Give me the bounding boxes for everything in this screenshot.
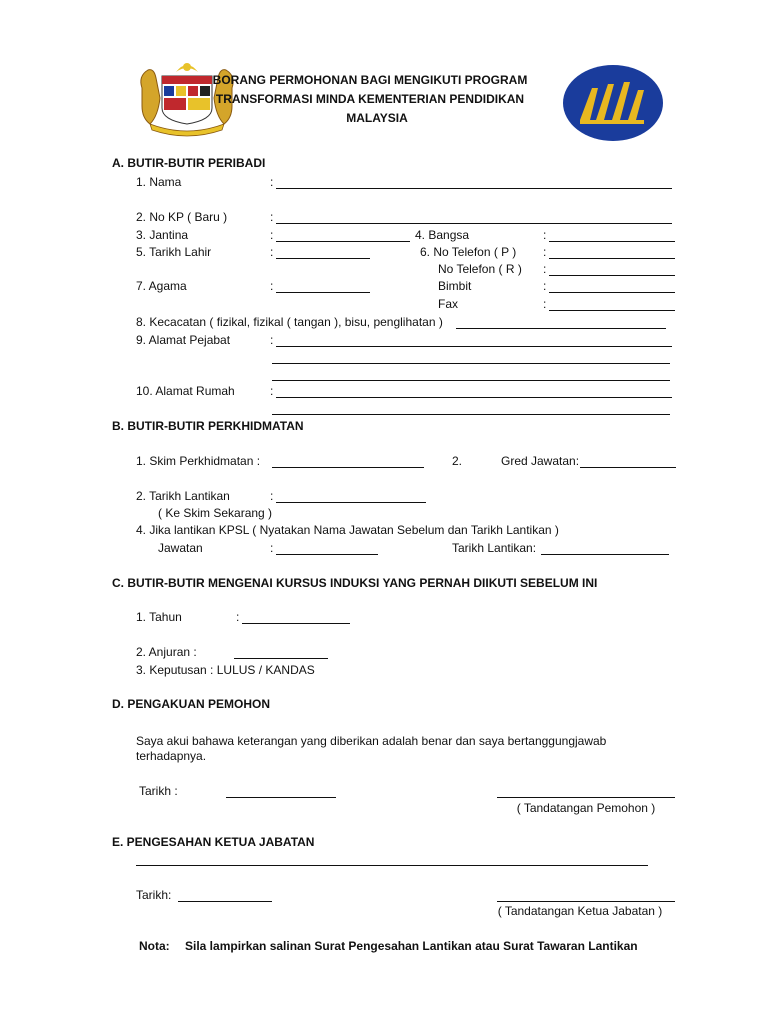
field-agama[interactable] — [276, 292, 370, 293]
label-alamat-pejabat: 9. Alamat Pejabat — [136, 333, 231, 347]
label-alamat-rumah: 10. Alamat Rumah — [136, 384, 235, 398]
label-tarikh-ketua: Tarikh: — [136, 888, 172, 902]
field-tel-p[interactable] — [549, 258, 675, 259]
field-nokp[interactable] — [276, 223, 672, 224]
field-jantina[interactable] — [276, 241, 410, 242]
colon-tel-p: : — [543, 245, 547, 259]
form-title-line-3: MALAYSIA — [346, 111, 408, 125]
form-title-line-2: TRANSFORMASI MINDA KEMENTERIAN PENDIDIKAN — [215, 92, 525, 106]
label-anjuran: 2. Anjuran : — [136, 645, 197, 659]
form-title — [200, 71, 540, 128]
field-nama[interactable] — [276, 188, 672, 189]
colon-tahun: : — [236, 610, 240, 624]
form-title-line-1: BORANG PERMOHONAN BAGI MENGIKUTI PROGRAM — [212, 73, 528, 87]
label-fax: Fax — [438, 297, 459, 311]
label-jantina: 3. Jantina — [136, 228, 189, 242]
field-alamat-rumah-1[interactable] — [276, 397, 672, 398]
label-skim: 1. Skim Perkhidmatan : — [136, 454, 261, 468]
colon-tarikh-lahir: : — [270, 245, 274, 259]
label-tel-p: 6. No Telefon ( P ) — [420, 245, 517, 259]
field-bimbit[interactable] — [549, 292, 675, 293]
label-nama: 1. Nama — [136, 175, 182, 189]
declaration-line-2: terhadapnya. — [136, 749, 207, 763]
label-gred: Gred Jawatan: — [501, 454, 580, 468]
field-kecacatan[interactable] — [456, 328, 666, 329]
field-tarikh-lantikan-2[interactable] — [541, 554, 669, 555]
field-jawatan[interactable] — [276, 554, 378, 555]
colon-bangsa: : — [543, 228, 547, 242]
label-kpsl: 4. Jika lantikan KPSL ( Nyatakan Nama Jawatan Sebelum dan Tarikh Lantikan ) — [136, 523, 559, 537]
label-tahun: 1. Tahun — [136, 610, 182, 624]
colon-bimbit: : — [543, 279, 547, 293]
label-bangsa: 4. Bangsa — [415, 228, 470, 242]
field-tandatangan-pemohon[interactable] — [497, 797, 675, 798]
field-pengesahan[interactable] — [136, 865, 648, 866]
field-tarikh-lantikan[interactable] — [276, 502, 426, 503]
nota-label: Nota: — [139, 939, 170, 953]
label-tarikh-pemohon: Tarikh : — [139, 784, 178, 798]
label-tel-r: No Telefon ( R ) — [438, 262, 522, 276]
ministry-of-education-logo — [562, 64, 664, 142]
label-kecacatan: 8. Kecacatan ( fizikal, fizikal ( tangan ), bisu, penglihatan ) — [136, 315, 443, 329]
label-bimbit: Bimbit — [438, 279, 472, 293]
field-tahun[interactable] — [242, 623, 350, 624]
colon-fax: : — [543, 297, 547, 311]
label-agama: 7. Agama — [136, 279, 187, 293]
section-e-heading: E. PENGESAHAN KETUA JABATAN — [112, 835, 315, 849]
field-tel-r[interactable] — [549, 275, 675, 276]
colon-tel-r: : — [543, 262, 547, 276]
nota-text: Sila lampirkan salinan Surat Pengesahan Lantikan atau Surat Tawaran Lantikan — [185, 939, 638, 953]
colon-alamat-rumah: : — [270, 384, 274, 398]
field-tarikh-pemohon[interactable] — [226, 797, 336, 798]
label-tarikh-lantikan-2: Tarikh Lantikan: — [452, 541, 537, 555]
section-b-heading: B. BUTIR-BUTIR PERKHIDMATAN — [112, 419, 304, 433]
field-gred[interactable] — [580, 467, 676, 468]
label-nokp: 2. No KP ( Baru ) — [136, 210, 228, 224]
colon-jawatan: : — [270, 541, 274, 555]
field-alamat-pejabat-1[interactable] — [276, 346, 672, 347]
label-jawatan: Jawatan — [158, 541, 203, 555]
field-skim[interactable] — [272, 467, 424, 468]
field-tandatangan-ketua[interactable] — [497, 901, 675, 902]
field-tarikh-ketua[interactable] — [178, 901, 272, 902]
label-tarikh-lantikan: 2. Tarikh Lantikan — [136, 489, 230, 503]
section-a-heading: A. BUTIR-BUTIR PERIBADI — [112, 156, 266, 170]
field-fax[interactable] — [549, 310, 675, 311]
label-tandatangan-pemohon: ( Tandatangan Pemohon ) — [516, 801, 656, 815]
section-c-heading: C. BUTIR-BUTIR MENGENAI KURSUS INDUKSI YANG PERNAH DIIKUTI SEBELUM INI — [112, 576, 598, 590]
label-gred-number: 2. — [452, 454, 463, 468]
field-alamat-pejabat-3[interactable] — [272, 380, 670, 381]
field-alamat-rumah-2[interactable] — [272, 414, 670, 415]
label-tandatangan-ketua: ( Tandatangan Ketua Jabatan ) — [497, 904, 663, 918]
declaration-line-1: Saya akui bahawa keterangan yang diberikan adalah benar dan saya bertanggungjawab — [136, 734, 607, 748]
field-anjuran[interactable] — [234, 658, 328, 659]
colon-agama: : — [270, 279, 274, 293]
label-ke-skim-sekarang: ( Ke Skim Sekarang ) — [158, 506, 273, 520]
colon-nama: : — [270, 175, 274, 189]
colon-jantina: : — [270, 228, 274, 242]
field-bangsa[interactable] — [549, 241, 675, 242]
colon-alamat-pejabat: : — [270, 333, 274, 347]
label-tarikh-lahir: 5. Tarikh Lahir — [136, 245, 212, 259]
colon-tarikh-lantikan: : — [270, 489, 274, 503]
label-keputusan: 3. Keputusan : LULUS / KANDAS — [136, 663, 315, 677]
section-d-heading: D. PENGAKUAN PEMOHON — [112, 697, 271, 711]
colon-nokp: : — [270, 210, 274, 224]
field-alamat-pejabat-2[interactable] — [272, 363, 670, 364]
field-tarikh-lahir[interactable] — [276, 258, 370, 259]
